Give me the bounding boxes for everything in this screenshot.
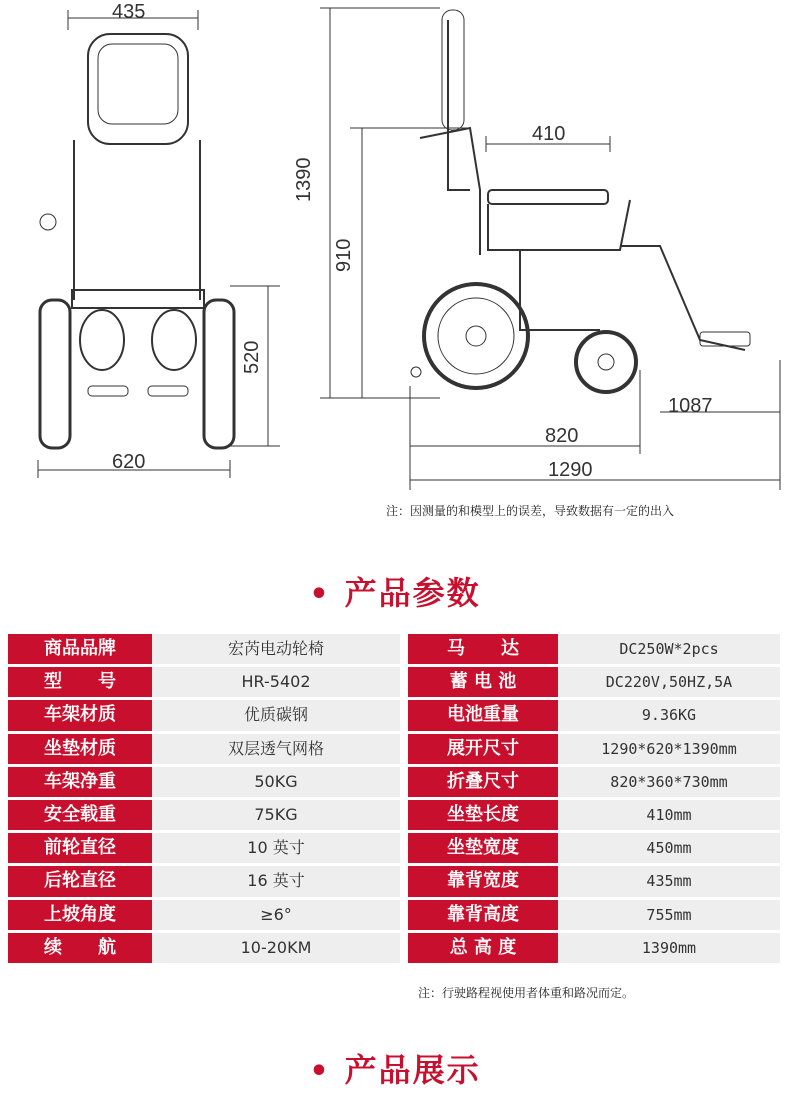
- spec-value: ≥6°: [152, 900, 400, 933]
- spec-row: [8, 634, 780, 667]
- display-title-text: 产品展示: [344, 1051, 481, 1089]
- spec-row: [8, 833, 780, 866]
- dim-side-length-folded: 1087: [668, 395, 713, 417]
- spec-label: 坐垫材质: [8, 734, 152, 767]
- spec-value: DC250W*2pcs: [558, 634, 780, 667]
- spec-row: [8, 667, 780, 700]
- spec-value: 435mm: [558, 866, 780, 899]
- measurement-note: 注：因测量的和模型上的误差，导致数据有一定的出入: [386, 504, 675, 518]
- spec-label: 总 高 度: [408, 933, 558, 966]
- spec-value: 16 英寸: [152, 866, 400, 899]
- spec-value: 优质碳钢: [152, 700, 400, 733]
- spec-value: 1290*620*1390mm: [558, 734, 780, 767]
- spec-value: HR-5402: [152, 667, 400, 700]
- spec-value: 410mm: [558, 800, 780, 833]
- spec-label: 车架净重: [8, 767, 152, 800]
- spec-label: 马 达: [408, 634, 558, 667]
- dim-front-width-top: 435: [112, 1, 146, 23]
- spec-label: 折叠尺寸: [408, 767, 558, 800]
- spec-row: [8, 866, 780, 899]
- spec-label: 型 号: [8, 667, 152, 700]
- spec-label: 商品品牌: [8, 634, 152, 667]
- spec-label: 安全载重: [8, 800, 152, 833]
- spec-table: [8, 634, 780, 966]
- spec-value: 10-20KM: [152, 933, 400, 966]
- spec-value: 75KG: [152, 800, 400, 833]
- params-section-title: [0, 568, 790, 614]
- spec-label: 坐垫宽度: [408, 833, 558, 866]
- dim-side-total-height: 1390: [293, 157, 315, 202]
- spec-value: 50KG: [152, 767, 400, 800]
- spec-row: [8, 734, 780, 767]
- spec-label: 靠背宽度: [408, 866, 558, 899]
- dim-front-seat-height: 520: [241, 340, 263, 374]
- range-note: 注：行驶路程视使用者体重和路况而定。: [418, 986, 635, 1000]
- spec-row: [8, 800, 780, 833]
- spec-row: [8, 933, 780, 966]
- spec-value: 9.36KG: [558, 700, 780, 733]
- dim-side-total-length: 1290: [548, 459, 593, 481]
- spec-value: DC220V,50HZ,5A: [558, 667, 780, 700]
- params-title-text: 产品参数: [344, 574, 481, 612]
- dim-side-wheelbase: 820: [545, 425, 579, 447]
- bullet-icon: •: [309, 1054, 331, 1089]
- spec-value: 450mm: [558, 833, 780, 866]
- dim-front-width-bottom: 620: [112, 451, 146, 473]
- bullet-icon: •: [309, 577, 331, 612]
- spec-label: 后轮直径: [8, 866, 152, 899]
- spec-value: 820*360*730mm: [558, 767, 780, 800]
- spec-value: 1390mm: [558, 933, 780, 966]
- spec-label: 电池重量: [408, 700, 558, 733]
- spec-label: 续 航: [8, 933, 152, 966]
- spec-label: 展开尺寸: [408, 734, 558, 767]
- display-section-title: [0, 1045, 790, 1091]
- spec-value: 755mm: [558, 900, 780, 933]
- spec-label: 靠背高度: [408, 900, 558, 933]
- spec-label: 车架材质: [8, 700, 152, 733]
- spec-label: 前轮直径: [8, 833, 152, 866]
- wheelchair-technical-drawing: [0, 0, 790, 500]
- spec-value: 双层透气网格: [152, 734, 400, 767]
- spec-row: [8, 767, 780, 800]
- dim-side-seat-to-floor: 910: [333, 238, 355, 272]
- spec-label: 蓄 电 池: [408, 667, 558, 700]
- spec-row: [8, 700, 780, 733]
- spec-value: 宏芮电动轮椅: [152, 634, 400, 667]
- spec-row: [8, 900, 780, 933]
- spec-label: 上坡角度: [8, 900, 152, 933]
- spec-label: 坐垫长度: [408, 800, 558, 833]
- spec-value: 10 英寸: [152, 833, 400, 866]
- dim-side-seat-depth: 410: [532, 123, 566, 145]
